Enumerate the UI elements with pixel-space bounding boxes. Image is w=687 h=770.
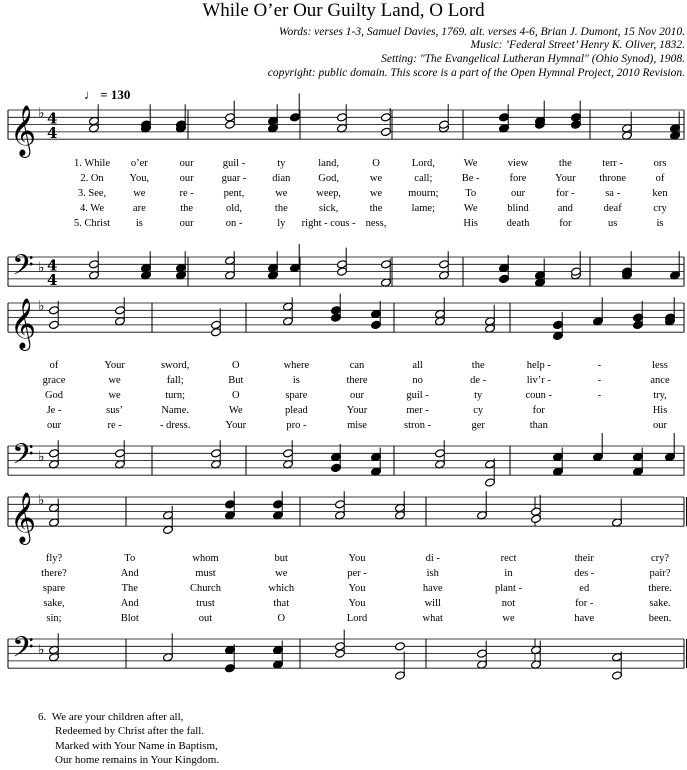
lyric-syllable: spare: [285, 390, 308, 401]
lyric-syllable: not: [501, 598, 516, 609]
lyric-syllable: God,: [318, 173, 340, 184]
lyric-syllable: -: [597, 360, 602, 371]
lyric-syllable: -: [597, 390, 602, 401]
lyric-syllable: turn;: [165, 390, 186, 401]
lyric-syllable: we: [369, 173, 383, 184]
treble-clef-icon: 𝄞: [10, 298, 37, 350]
lyric-syllable: out: [198, 613, 213, 624]
lyric-syllable: been.: [648, 613, 672, 624]
lyric-syllable: sake,: [43, 598, 65, 609]
lyric-syllable: plead: [285, 405, 308, 416]
lyric-syllable: our: [179, 158, 194, 169]
lyric-syllable: Church: [190, 583, 221, 594]
hymn-title: While O’er Our Guilty Land, O Lord: [202, 0, 485, 21]
flat-icon: ♭: [38, 492, 45, 509]
lyric-syllable: You: [348, 598, 366, 609]
lyric-syllable: where: [283, 360, 310, 371]
lyric-syllable: there.: [648, 583, 672, 594]
lyric-syllable: cry?: [650, 553, 670, 564]
lyric-syllable: land,: [318, 158, 340, 169]
time-signature-top: 4: [47, 109, 58, 128]
lyric-syllable: will: [424, 598, 441, 609]
verse-6-line: Redeemed by Christ after the fall.: [55, 725, 205, 738]
lyric-syllable: per -: [347, 568, 367, 579]
lyric-syllable: we: [502, 613, 515, 624]
lyric-syllable: sake.: [649, 598, 671, 609]
lyric-syllable: His: [463, 218, 478, 229]
lyric-syllable: sus’: [106, 405, 124, 416]
lyric-syllable: ger: [471, 420, 485, 431]
lyric-syllable: ed: [579, 583, 590, 594]
lyric-syllable: we: [108, 375, 121, 386]
lyric-syllable: mourn;: [408, 188, 439, 199]
lyric-syllable: our: [511, 188, 525, 199]
lyric-syllable: We: [463, 158, 478, 169]
lyric-syllable: is: [656, 218, 664, 229]
lyric-syllable: sick,: [318, 203, 339, 214]
lyric-syllable: have: [574, 613, 595, 624]
lyric-syllable: old,: [225, 203, 243, 214]
lyric-syllable: blind: [507, 203, 529, 214]
lyric-syllable: must: [195, 568, 216, 579]
lyric-syllable: all: [412, 360, 423, 371]
credit-copyright: copyright: public domain. This score is a part of the Open Hymnal Project, 2010 Revision.: [267, 67, 685, 79]
lyric-syllable: di -: [425, 553, 440, 564]
lyric-syllable: stron -: [404, 420, 432, 431]
lyric-syllable: and: [557, 203, 573, 214]
lyric-syllable: can: [349, 360, 365, 371]
lyric-syllable: the: [471, 360, 485, 371]
lyric-syllable: have: [422, 583, 443, 594]
lyric-syllable: 1. While: [74, 158, 110, 169]
lyric-syllable: our: [350, 390, 364, 401]
time-signature-bottom: 4: [47, 124, 58, 143]
lyric-syllable: To: [124, 553, 136, 564]
lyric-syllable: no: [412, 375, 423, 386]
tempo-value: = 130: [100, 87, 131, 102]
lyric-syllable: help -: [526, 360, 551, 371]
lyric-syllable: our: [653, 420, 667, 431]
lyric-syllable: pair?: [649, 568, 671, 579]
lyric-syllable: our: [179, 218, 194, 229]
lyric-syllable: spare: [42, 583, 66, 594]
lyric-syllable: 4. We: [79, 203, 105, 214]
lyric-syllable: ors: [653, 158, 667, 169]
lyric-syllable: what: [422, 613, 443, 624]
lyric-syllable: but: [274, 553, 288, 564]
lyric-syllable: is: [135, 218, 143, 229]
bass-clef-icon: 𝄢: [12, 437, 34, 478]
lyric-syllable: the: [369, 203, 383, 214]
lyric-syllable: sa -: [605, 188, 621, 199]
credit-setting: Setting: "The Evangelical Lutheran Hymnal" (Ohio Synod), 1908.: [381, 53, 685, 65]
lyric-syllable: weep,: [316, 188, 342, 199]
lyric-syllable: And: [120, 568, 139, 579]
lyric-syllable: God: [44, 390, 64, 401]
lyric-syllable: fly?: [45, 553, 63, 564]
lyric-syllable: our: [47, 420, 61, 431]
lyric-syllable: we: [275, 188, 288, 199]
credit-music: Music: ’Federal Street’ Henry K. Oliver, 1832.: [470, 39, 685, 51]
lyric-syllable: which: [268, 583, 295, 594]
lyric-syllable: ken: [652, 188, 668, 199]
lyric-syllable: ty: [474, 390, 483, 401]
lyric-syllable: Your: [346, 405, 368, 416]
lyric-syllable: pro -: [286, 420, 307, 431]
lyric-syllable: We: [228, 405, 243, 416]
lyric-syllable: guar -: [221, 173, 247, 184]
verse-6-number: 6.: [38, 711, 47, 723]
lyric-syllable: call;: [414, 173, 433, 184]
lyric-syllable: O: [372, 158, 380, 169]
lyric-syllable: Your: [225, 420, 247, 431]
lyric-syllable: ly: [277, 218, 286, 229]
lyric-syllable: their: [574, 553, 594, 564]
lyric-syllable: sword,: [161, 360, 190, 371]
lyric-syllable: in: [504, 568, 513, 579]
lyric-syllable: Be -: [461, 173, 480, 184]
lyric-syllable: is: [292, 375, 300, 386]
lyric-syllable: are: [132, 203, 146, 214]
lyric-syllable: o’er: [130, 158, 148, 169]
lyric-syllable: Your: [555, 173, 576, 184]
lyric-syllable: 5. Christ: [73, 218, 111, 229]
lyric-syllable: we: [275, 568, 288, 579]
verse-6-line: Marked with Your Name in Baptism,: [55, 739, 218, 752]
lyric-syllable: we: [369, 188, 383, 199]
lyric-syllable: Je -: [46, 405, 62, 416]
lyric-syllable: the: [558, 158, 572, 169]
lyric-syllable: cy: [473, 405, 484, 416]
lyric-syllable: O: [277, 613, 286, 624]
lyric-syllable: And: [120, 598, 139, 609]
lyric-syllable: view: [507, 158, 529, 169]
lyric-syllable: You: [348, 553, 366, 564]
lyric-syllable: death: [506, 218, 530, 229]
lyric-syllable: than: [529, 420, 548, 431]
lyric-syllable: on -: [225, 218, 243, 229]
verse-6-line: We are your children after all,: [51, 711, 184, 723]
lyric-syllable: the: [180, 203, 194, 214]
lyric-syllable: the: [274, 203, 288, 214]
lyric-syllable: de -: [470, 375, 487, 386]
flat-icon: ♭: [38, 298, 45, 315]
lyric-syllable: To: [465, 188, 477, 199]
lyric-syllable: there?: [41, 568, 67, 579]
lyric-syllable: dian: [272, 173, 291, 184]
lyric-syllable: Lord: [346, 613, 368, 624]
verse-6-line: Our home remains in Your Kingdom.: [55, 753, 220, 766]
lyric-syllable: there: [346, 375, 368, 386]
lyric-syllable: rect: [500, 553, 517, 564]
lyric-syllable: trust: [196, 598, 215, 609]
lyric-syllable: Your: [104, 360, 125, 371]
lyric-syllable: whom: [192, 553, 219, 564]
lyric-syllable: ness,: [365, 218, 387, 229]
lyric-syllable: lame;: [411, 203, 435, 214]
lyric-syllable: mer -: [406, 405, 429, 416]
lyric-syllable: of: [49, 360, 59, 371]
time-signature-top: 4: [47, 256, 58, 275]
lyric-syllable: des -: [574, 568, 595, 579]
lyric-syllable: You,: [129, 173, 150, 184]
lyric-syllable: 3. See,: [77, 188, 107, 199]
flat-icon: ♭: [38, 105, 45, 122]
lyric-syllable: try,: [653, 390, 667, 401]
lyric-syllable: You: [348, 583, 366, 594]
lyric-syllable: coun -: [525, 390, 553, 401]
lyric-syllable: terr -: [602, 158, 624, 169]
lyric-syllable: Lord,: [411, 158, 435, 169]
lyric-syllable: that: [273, 598, 290, 609]
lyric-syllable: The: [121, 583, 138, 594]
quarter-note-icon: ♩: [84, 87, 97, 102]
lyric-syllable: for -: [575, 598, 594, 609]
lyric-syllable: we: [133, 188, 146, 199]
treble-clef-icon: 𝄞: [10, 105, 37, 157]
lyric-syllable: But: [228, 375, 244, 386]
lyric-syllable: our: [179, 173, 194, 184]
lyric-syllable: we: [108, 390, 121, 401]
lyric-syllable: mise: [347, 420, 367, 431]
lyric-syllable: pent,: [223, 188, 245, 199]
lyric-syllable: fall;: [166, 375, 184, 386]
verse-6: [38, 710, 219, 767]
lyric-syllable: throne: [599, 173, 627, 184]
lyric-syllable: ish: [426, 568, 439, 579]
lyric-syllable: for -: [556, 188, 575, 199]
lyric-syllable: fore: [509, 173, 527, 184]
lyric-syllable: cry: [653, 203, 667, 214]
bass-clef-icon: 𝄢: [12, 630, 34, 671]
lyric-syllable: Blot: [120, 613, 139, 624]
lyric-syllable: ance: [650, 375, 670, 386]
lyric-syllable: for: [559, 218, 572, 229]
lyric-syllable: His: [652, 405, 668, 416]
lyric-syllable: for: [532, 405, 545, 416]
treble-clef-icon: 𝄞: [10, 492, 37, 544]
lyric-syllable: O: [232, 360, 240, 371]
lyric-syllable: sin;: [46, 613, 62, 624]
lyric-syllable: of: [655, 173, 665, 184]
note-head: [395, 642, 406, 651]
lyric-syllable: liv’r -: [526, 375, 551, 386]
credit-words: Words: verses 1-3, Samuel Davies, 1769. alt. verses 4-6, Brian J. Dumont, 15 Nov 2010.: [278, 26, 685, 38]
lyric-syllable: ty: [277, 158, 286, 169]
flat-icon: ♭: [38, 259, 45, 276]
bass-clef-icon: 𝄢: [12, 248, 34, 289]
flat-icon: ♭: [38, 641, 45, 658]
lyric-syllable: deaf: [603, 203, 622, 214]
lyric-syllable: re -: [179, 188, 194, 199]
lyric-syllable: re -: [107, 420, 122, 431]
lyric-syllable: We: [463, 203, 478, 214]
lyric-syllable: guil -: [406, 390, 429, 401]
time-signature-bottom: 4: [47, 271, 58, 290]
flat-icon: ♭: [38, 448, 45, 465]
lyric-syllable: right - cous -: [301, 218, 356, 229]
lyric-syllable: plant -: [494, 583, 523, 594]
lyric-syllable: less: [652, 360, 668, 371]
lyric-syllable: guil -: [222, 158, 246, 169]
lyric-syllable: - dress.: [160, 420, 191, 431]
lyric-syllable: us: [607, 218, 618, 229]
lyric-syllable: grace: [42, 375, 66, 386]
lyric-syllable: 2. On: [80, 173, 104, 184]
lyric-syllable: O: [232, 390, 240, 401]
lyric-syllable: -: [597, 375, 602, 386]
lyric-syllable: Name.: [161, 405, 190, 416]
